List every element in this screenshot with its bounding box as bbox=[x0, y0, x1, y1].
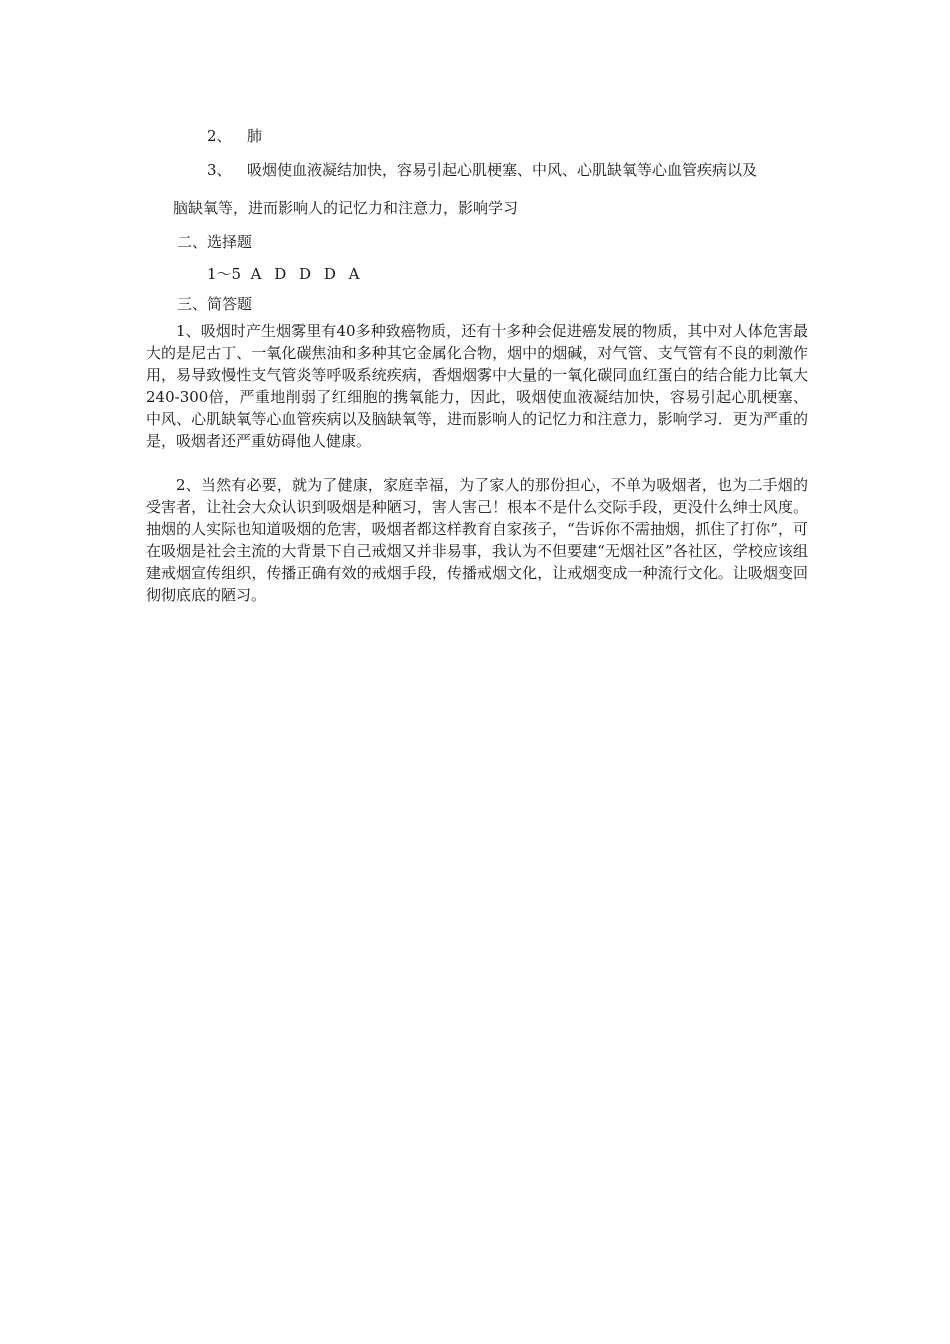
item-number: 2、 bbox=[207, 127, 232, 145]
section-heading-choice: 二、选择题 bbox=[177, 233, 253, 251]
item-number: 3、 bbox=[207, 161, 232, 179]
section-heading-short-answer: 三、简答题 bbox=[177, 295, 253, 313]
item-text: 吸烟使血液凝结加快，容易引起心肌梗塞、中风、心肌缺氧等心血管疾病以及 bbox=[247, 161, 758, 179]
short-answer-paragraph-1: 1、吸烟时产生烟雾里有40多种致癌物质，还有十多种会促进癌发展的物质，其中对人体危害最大的是尼古丁、一氧化碳焦油和多种其它金属化合物，烟中的烟碱，对气管、支气管有不良的刺激作用，易导致慢性支气管炎等呼吸系统疾病，香烟烟雾中大量的一氧化碳同血红蛋白的结合能力比氧大240-300倍，严重地削弱了红细胞的携氧能力，因此，吸烟使血液凝结加快，容易引起心肌梗塞、中风、心肌缺氧等心血管疾病以及脑缺氧等，进而影响人的记忆力和注意力，影响学习．更为严重的是，吸烟者还严重妨碍他人健康。 bbox=[146, 322, 808, 450]
answer-item-2 bbox=[207, 126, 262, 146]
item-text: 肺 bbox=[247, 127, 263, 145]
answer-item-3 bbox=[207, 160, 757, 180]
answers-range: 1～5 bbox=[207, 265, 242, 283]
answers-letters: A D D D A bbox=[250, 265, 364, 283]
short-answer-paragraph-2: 2、当然有必要，就为了健康，家庭幸福，为了家人的那份担心，不单为吸烟者，也为二手烟的受害者，让社会大众认识到吸烟是种陋习，害人害己！根本不是什么交际手段，更没什么绅士风度。抽烟的人实际也知道吸烟的危害，吸烟者都这样教育自家孩子，“告诉你不需抽烟，抓住了打你”，可在吸烟是社会主流的大背景下自己戒烟又并非易事，我认为不但要建“无烟社区”各社区，学校应该组建戒烟宣传组织，传播正确有效的戒烟手段，传播戒烟文化，让戒烟变成一种流行文化。让吸烟变回彻彻底底的陋习。 bbox=[146, 476, 808, 604]
choice-answers bbox=[207, 264, 363, 284]
answer-item-3-continuation: 脑缺氧等，进而影响人的记忆力和注意力，影响学习 bbox=[173, 199, 519, 217]
